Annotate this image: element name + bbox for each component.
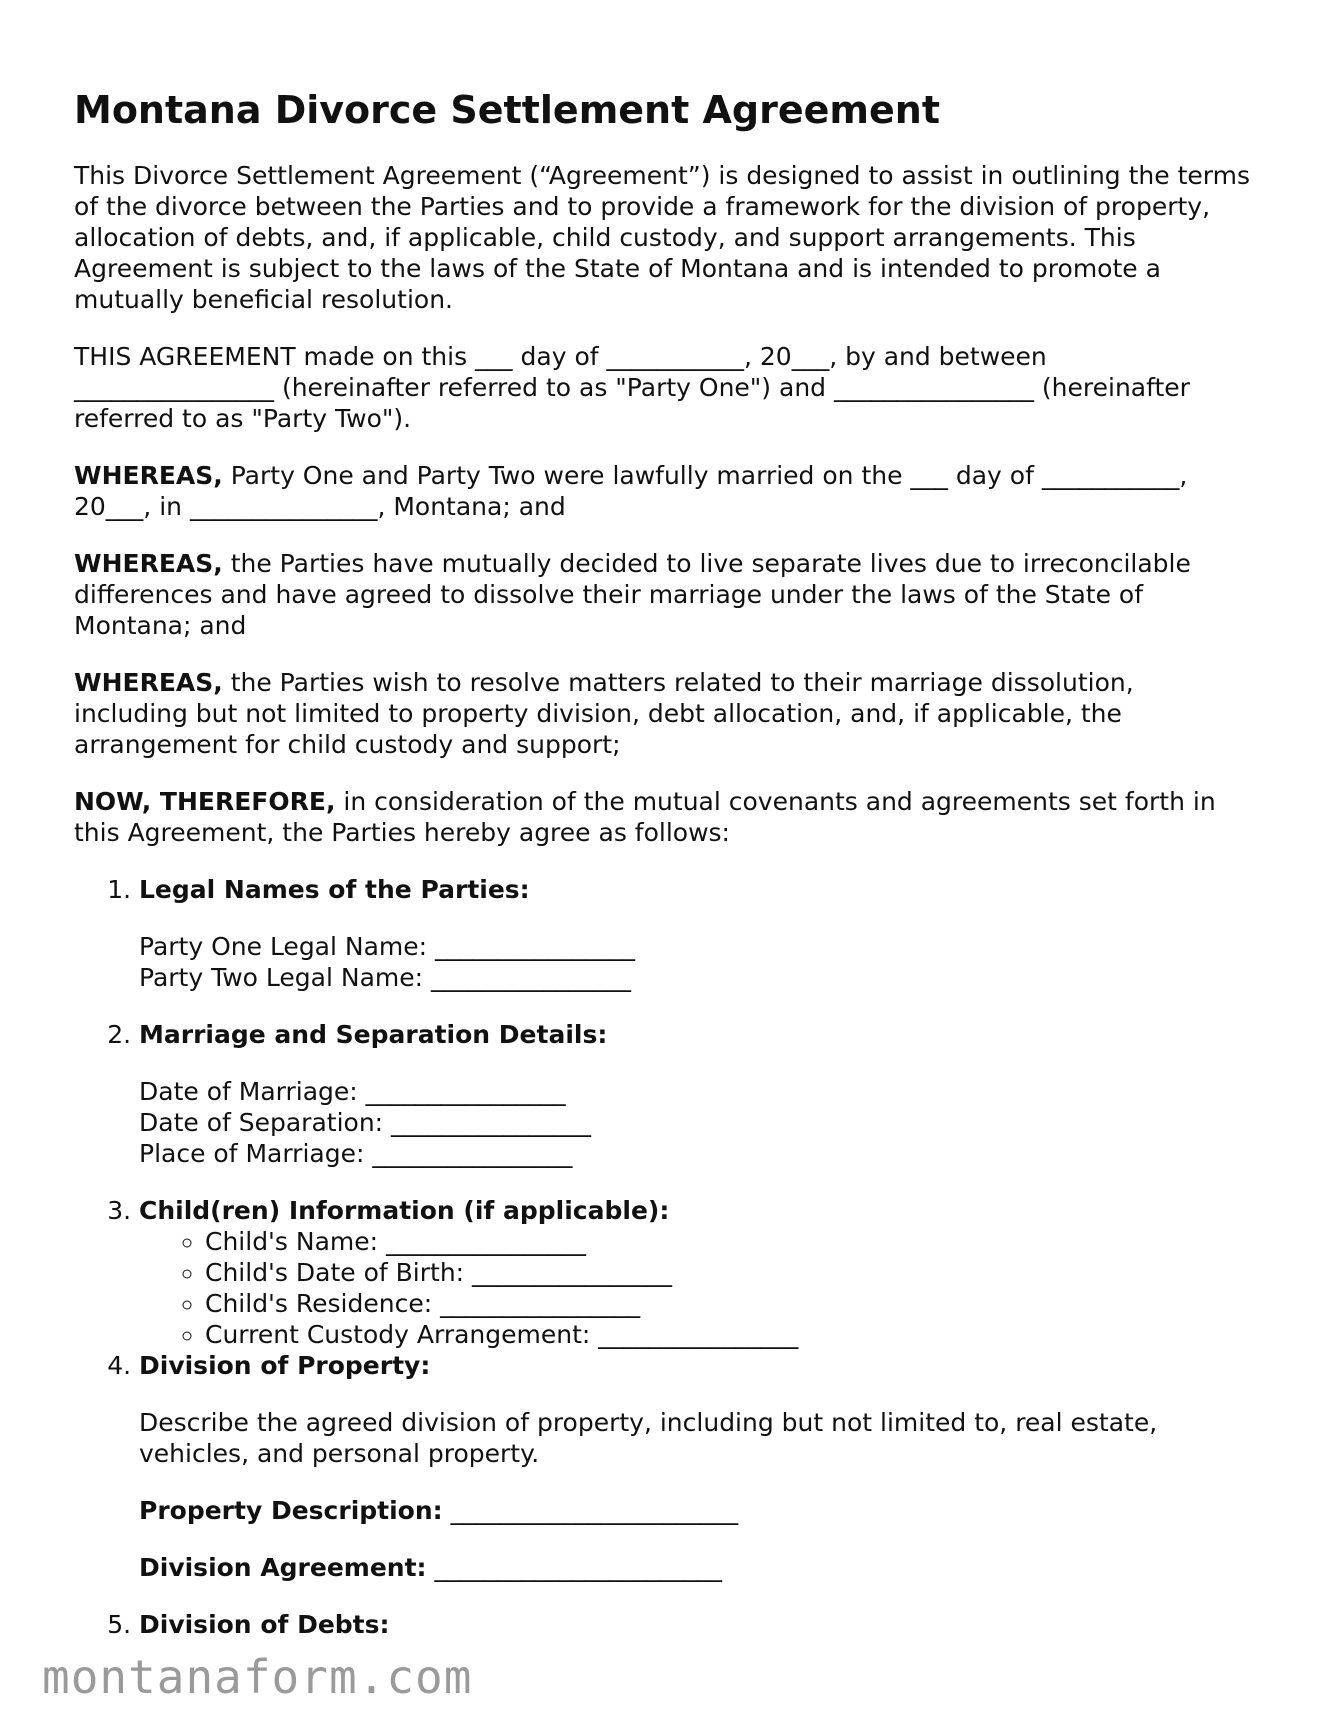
section-division-debts bbox=[139, 1609, 1254, 1640]
document-page bbox=[74, 88, 1254, 1640]
property-description-blank: _______________________ bbox=[442, 1495, 739, 1525]
whereas-text: the Parties have mutually decided to live separate lives due to irreconcilable differences and have agreed to dissolve their marriage under the laws of the State of Montana; and bbox=[74, 548, 1191, 640]
whereas-clause-1 bbox=[74, 460, 1254, 522]
watermark: montanaform.com bbox=[38, 1652, 476, 1703]
section-title: Marriage and Separation Details: bbox=[139, 1019, 608, 1049]
section-title: Child(ren) Information (if applicable): bbox=[139, 1195, 670, 1225]
custody-arrangement-field[interactable]: ◦ Current Custody Arrangement: ________________ bbox=[205, 1319, 1254, 1350]
date-of-marriage-field[interactable]: Date of Marriage: ________________ bbox=[139, 1076, 566, 1106]
section-body bbox=[139, 1076, 1254, 1169]
division-agreement-label: Division Agreement: bbox=[139, 1552, 427, 1582]
child-residence-field[interactable]: ◦ Child's Residence: ________________ bbox=[205, 1288, 1254, 1319]
now-therefore-clause bbox=[74, 786, 1254, 848]
whereas-label: WHEREAS, bbox=[74, 667, 223, 697]
section-division-property bbox=[139, 1350, 1254, 1583]
whereas-clause-3 bbox=[74, 667, 1254, 760]
party-one-name-field[interactable]: Party One Legal Name: ________________ bbox=[139, 931, 636, 961]
section-body bbox=[139, 931, 1254, 993]
section-marriage-details bbox=[139, 1019, 1254, 1169]
whereas-text: Party One and Party Two were lawfully married on the ___ day of ___________, 20___, in _______________, Montana; and bbox=[74, 460, 1188, 521]
section-legal-names bbox=[139, 874, 1254, 993]
place-of-marriage-field[interactable]: Place of Marriage: ________________ bbox=[139, 1138, 573, 1168]
whereas-label: WHEREAS, bbox=[74, 460, 223, 490]
section-title: Division of Property: bbox=[139, 1350, 431, 1380]
division-agreement-field[interactable] bbox=[139, 1552, 1254, 1583]
children-fields-list bbox=[139, 1226, 1254, 1350]
now-therefore-label: NOW, THEREFORE, bbox=[74, 786, 336, 816]
property-description-field[interactable] bbox=[139, 1495, 1254, 1526]
section-title: Legal Names of the Parties: bbox=[139, 874, 530, 904]
whereas-label: WHEREAS, bbox=[74, 548, 223, 578]
whereas-text: the Parties wish to resolve matters related to their marriage dissolution, including but not limited to property division, debt allocation, and, if applicable, the arrangement for child custody and support; bbox=[74, 667, 1134, 759]
date-of-separation-field[interactable]: Date of Separation: ________________ bbox=[139, 1107, 592, 1137]
intro-paragraph: This Divorce Settlement Agreement (“Agreement”) is designed to assist in outlining the terms of the divorce between the Parties and to provide a framework for the division of property, allocation of debts, and, if applicable, child custody, and support arrangements. This Agreement is subject to the laws of the State of Montana and is intended to promote a mutually beneficial resolution. bbox=[74, 160, 1250, 314]
division-agreement-blank: _______________________ bbox=[426, 1552, 723, 1582]
section-title: Division of Debts: bbox=[139, 1609, 390, 1639]
property-description-text: Describe the agreed division of property, including but not limited to, real estate, vehicles, and personal property. bbox=[139, 1407, 1158, 1468]
document-title: Montana Divorce Settlement Agreement bbox=[74, 88, 940, 132]
whereas-clause-2 bbox=[74, 548, 1254, 641]
section-body bbox=[139, 1407, 1254, 1583]
child-name-field[interactable]: ◦ Child's Name: ________________ bbox=[205, 1226, 1254, 1257]
agreement-line: THIS AGREEMENT made on this ___ day of ___________, 20___, by and between ________________ (hereinafter referred to as "Party One") and ________________ (hereinafter referred to as "Party Two"). bbox=[74, 341, 1190, 433]
terms-list bbox=[74, 874, 1254, 1640]
section-children-info bbox=[139, 1195, 1254, 1350]
property-description-label: Property Description: bbox=[139, 1495, 443, 1525]
party-two-name-field[interactable]: Party Two Legal Name: ________________ bbox=[139, 962, 631, 992]
child-dob-field[interactable]: ◦ Child's Date of Birth: ________________ bbox=[205, 1257, 1254, 1288]
now-therefore-text: in consideration of the mutual covenants and agreements set forth in this Agreement, the Parties hereby agree as follows: bbox=[74, 786, 1216, 847]
